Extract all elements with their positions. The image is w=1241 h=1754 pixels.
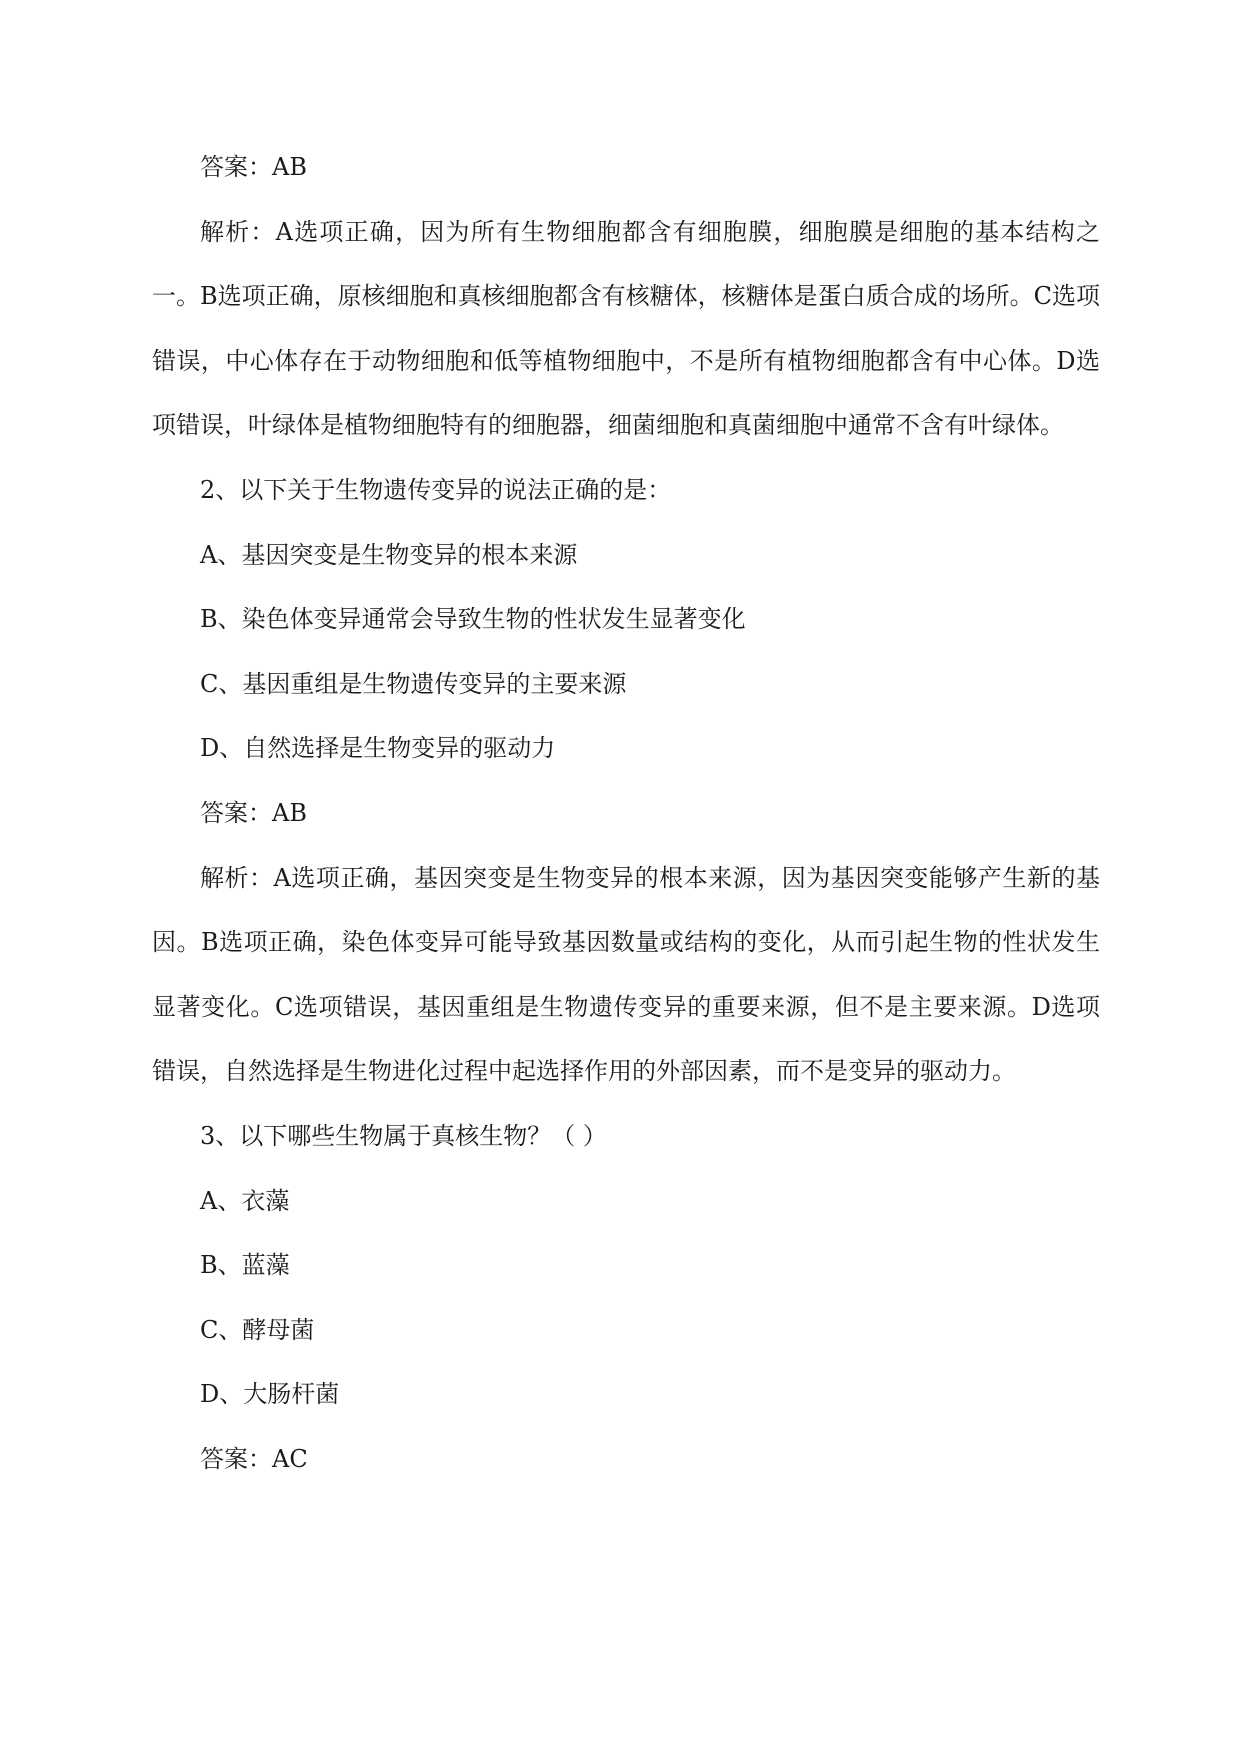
explanation-q2: 解析：A选项正确，基因突变是生物变异的根本来源，因为基因突变能够产生新的基因。B选项正确，染色体变异可能导致基因数量或结构的变化，从而引起生物的性状发生显著变化。C选项错误，基因重组是生物遗传变异的重要来源，但不是主要来源。D选项错误，自然选择是生物进化过程中起选择作用的外部因素，而不是变异的驱动力。 — [152, 863, 1100, 1086]
q3-option-c: C、酵母菌 — [200, 1315, 315, 1344]
question-2: 2、以下关于生物遗传变异的说法正确的是： — [200, 475, 672, 504]
explanation-q1: 解析：A选项正确，因为所有生物细胞都含有细胞膜，细胞膜是细胞的基本结构之一。B选项正确，原核细胞和真核细胞都含有核糖体，核糖体是蛋白质合成的场所。C选项错误，中心体存在于动物细胞和低等植物细胞中，不是所有植物细胞都含有中心体。D选项错误，叶绿体是植物细胞特有的细胞器，细菌细胞和真菌细胞中通常不含有叶绿体。 — [152, 217, 1100, 440]
q2-option-c: C、基因重组是生物遗传变异的主要来源 — [200, 669, 627, 698]
question-3: 3、以下哪些生物属于真核生物？（ ） — [200, 1121, 607, 1150]
q3-option-b: B、蓝藻 — [200, 1251, 290, 1280]
q3-option-a: A、衣藻 — [200, 1186, 290, 1215]
q2-option-d: D、自然选择是生物变异的驱动力 — [200, 734, 556, 763]
q2-option-b: B、染色体变异通常会导致生物的性状发生显著变化 — [200, 605, 746, 634]
answer-q2: 答案：AB — [200, 798, 307, 827]
q3-option-d: D、大肠杆菌 — [200, 1380, 340, 1409]
answer-q1: 答案：AB — [200, 153, 307, 181]
answer-q3: 答案：AC — [200, 1444, 308, 1473]
q2-option-a: A、基因突变是生物变异的根本来源 — [200, 540, 578, 569]
